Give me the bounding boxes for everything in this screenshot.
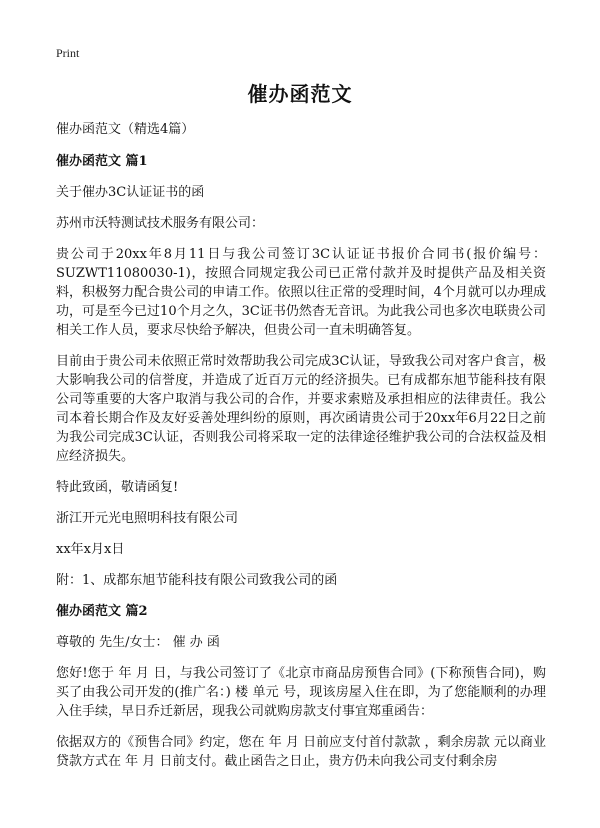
section-1-paragraph: 关于催办3C认证证书的函 — [56, 185, 205, 200]
section-1-paragraph: 特此致函，敬请函复! — [56, 480, 179, 495]
section-2-paragraph: 尊敬的 先生/女士： 催 办 函 — [56, 635, 220, 650]
section-1-paragraph: xx年x月x日 — [56, 542, 125, 557]
document-title: 催办函范文 — [247, 82, 353, 106]
section-1-paragraph: 浙江开元光电照明科技有限公司 — [56, 511, 239, 526]
document-body — [56, 120, 546, 783]
print-link[interactable]: Print — [56, 46, 80, 60]
document-subtitle: 催办函范文（精选4篇） — [56, 122, 195, 137]
section-2-heading: 催办函范文 篇2 — [56, 604, 148, 619]
section-2-paragraph: 依据双方的《预售合同》约定，您在 年 月 日前应支付首付款款 ，剩余房款 元以商业贷款方式在 年 月 日前支付。截止函告之日止，贵方仍未向我公司支付剩余房 — [56, 735, 546, 769]
section-1-heading: 催办函范文 篇1 — [56, 154, 148, 169]
section-1-paragraph: 苏州市沃特测试技术服务有限公司： — [56, 216, 265, 231]
section-1-paragraph: 附：1、成都东旭节能科技有限公司致我公司的函 — [56, 573, 338, 588]
section-1-paragraph: 目前由于贵公司未依照正常时效帮助我公司完成3C认证，导致我公司对客户食言，极大影响我公司的信誉度，并造成了近百万元的经济损失。已有成都东旭节能科技有限公司等重要的大客户取消与我公司的合作，并要求索赔及承担相应的法律责任。我公司本着长期合作及友好妥善处理纠纷的原则，再次函请贵公司于20xx年6月22日之前为我公司完成3C认证，否则我公司将采取一定的法律途径维护我公司的合法权益及相应经济损失。 — [56, 354, 546, 464]
section-2-paragraph: 您好!您于 年 月 日，与我公司签订了《北京市商品房预售合同》(下称预售合同)，购买了由我公司开发的(推广名：) 楼 单元 号，现该房屋入住在即，为了您能顺利的办理入住手续，早日乔迁新居，现我公司就购房款支付事宜郑重函告： — [56, 666, 546, 719]
section-1-paragraph: 贵公司于20xx年8月11日与我公司签订3C认证证书报价合同书(报价编号：SUZWT11080030-1)，按照合同规定我公司已正常付款并及时提供产品及相关资料，积极努力配合贵公司的申请工作。依照以往正常的受理时间，4个月就可以办理成功，可是至今已过10个月之久，3C证书仍然杳无音讯。为此我公司也多次电联贵公司相关工作人员，要求尽快给予解决，但贵公司一直未明确答复。 — [56, 247, 546, 338]
